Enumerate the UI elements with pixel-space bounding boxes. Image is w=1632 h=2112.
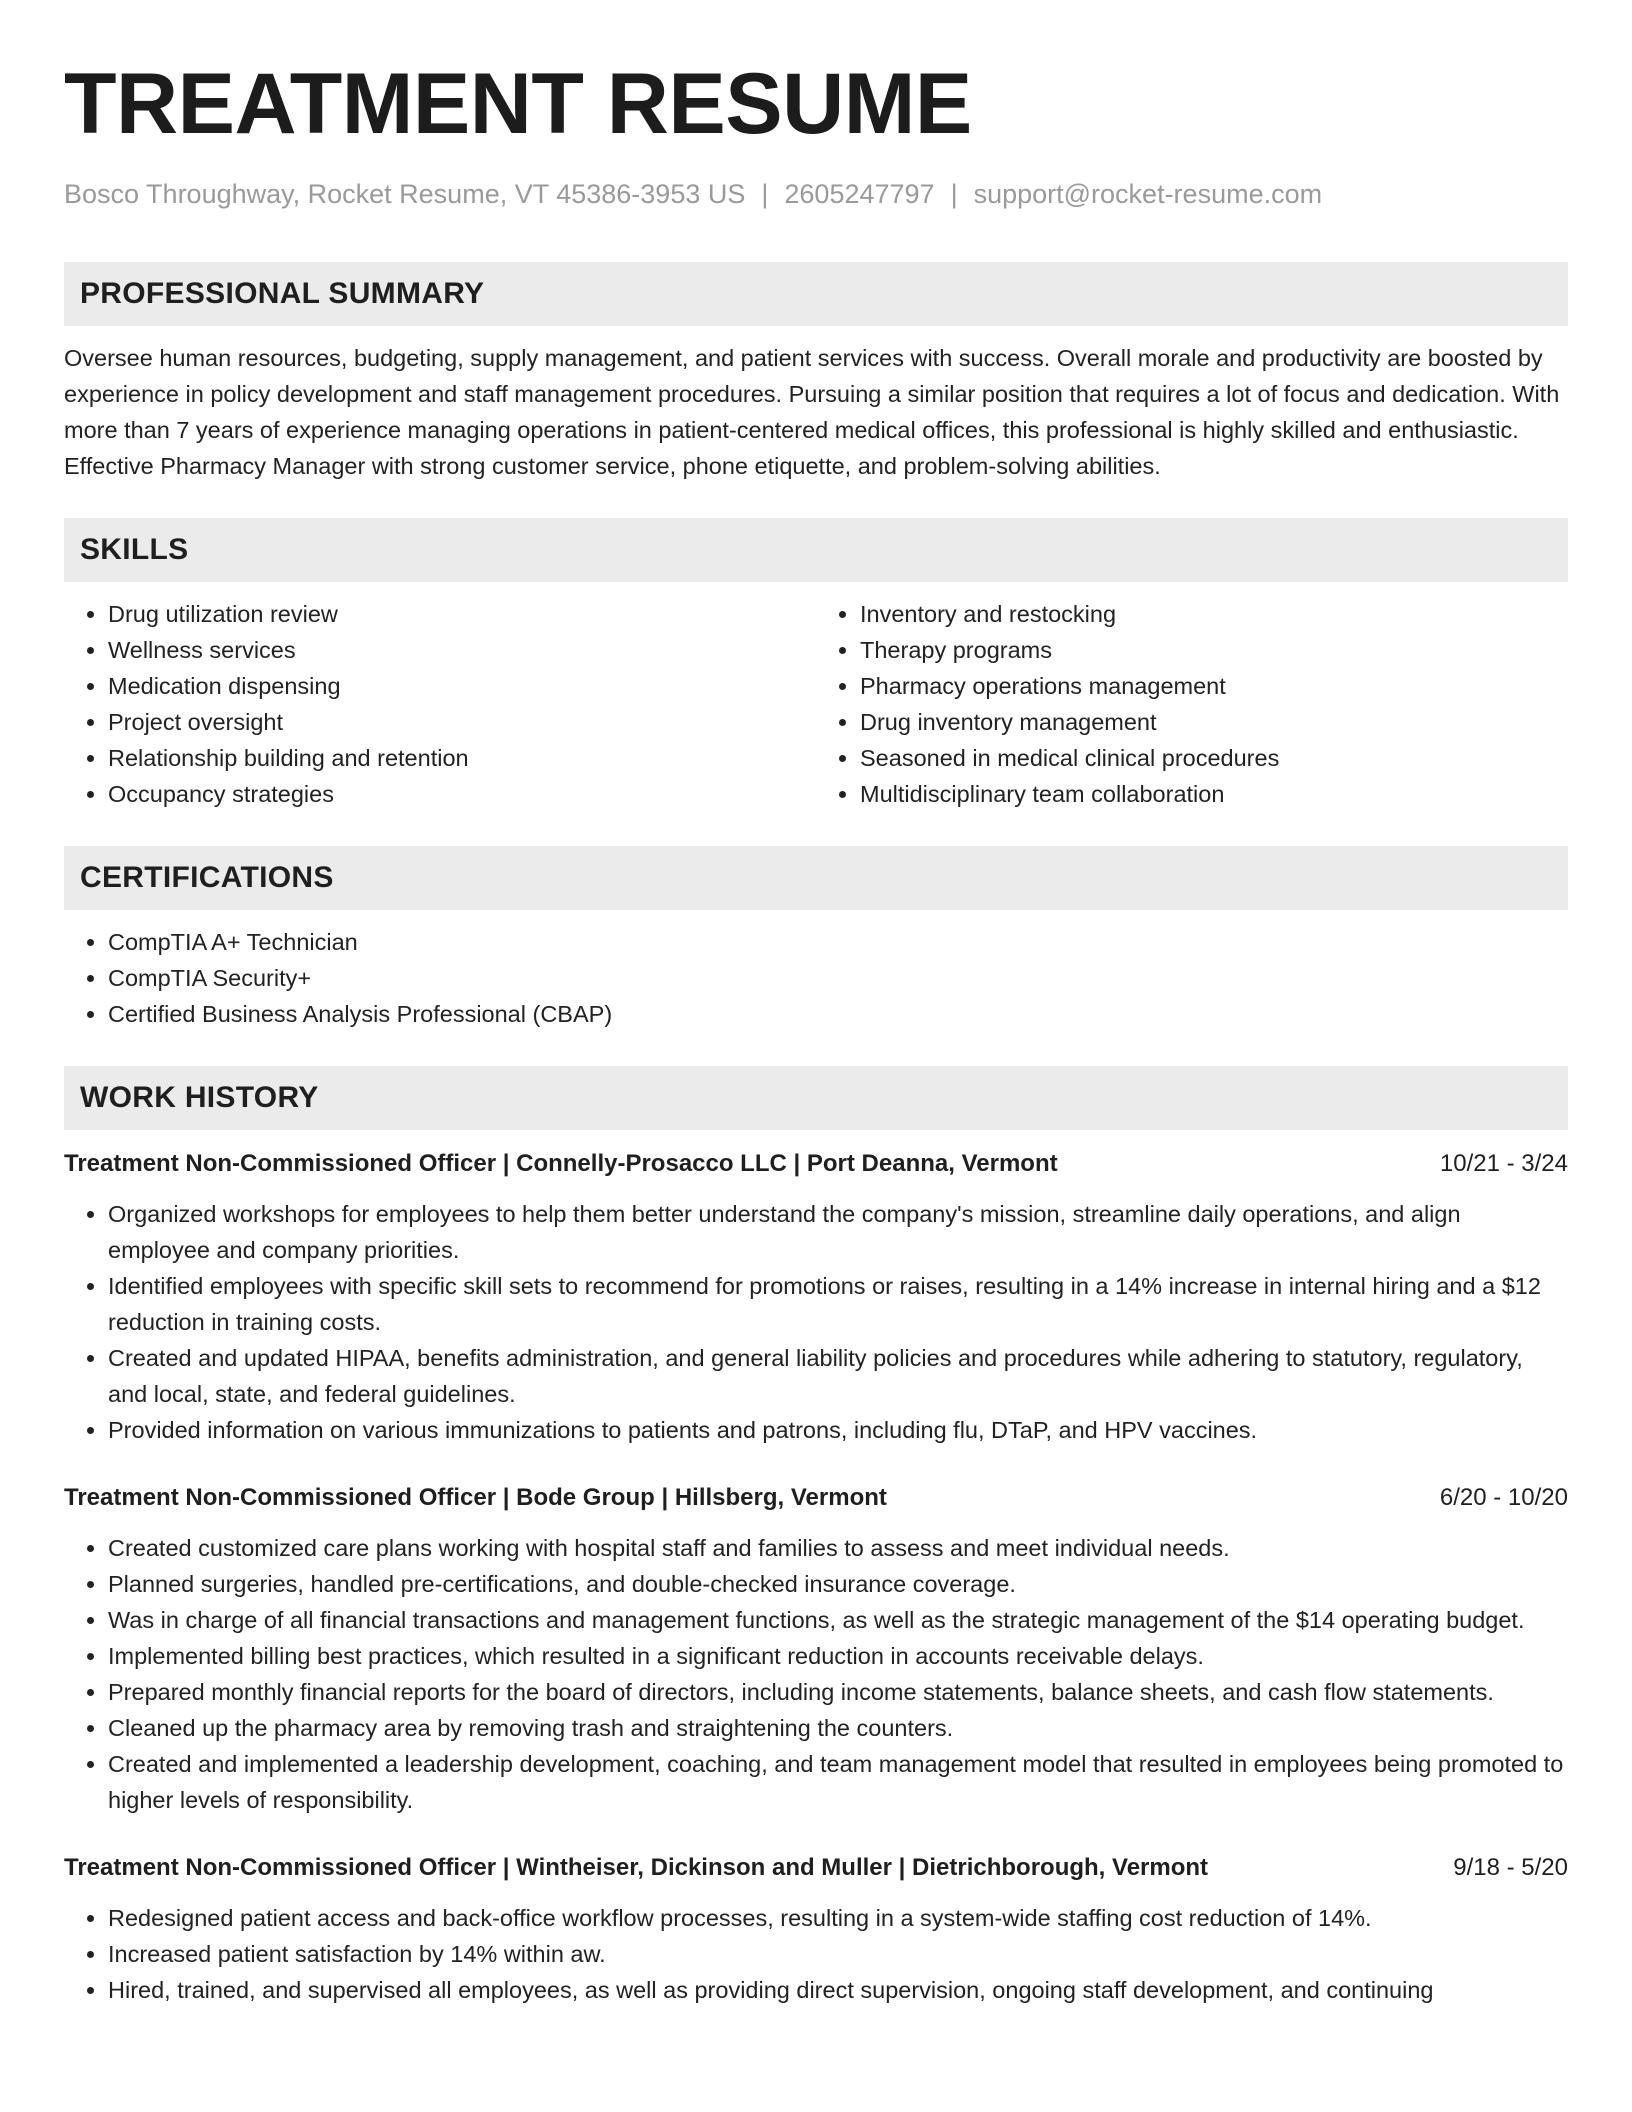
certification-item: • CompTIA A+ Technician [108, 924, 1568, 960]
certifications-list [64, 924, 1568, 1032]
skills-list [64, 582, 1568, 812]
job-bullet: • Cleaned up the pharmacy area by removing trash and straightening the counters. [108, 1710, 1568, 1746]
section-header-skills: SKILLS [64, 518, 1568, 582]
job-heading [64, 1850, 1568, 1886]
skill-item: • Drug utilization review [108, 596, 816, 632]
skill-item: • Multidisciplinary team collaboration [860, 776, 1568, 812]
resume-name: TREATMENT RESUME [64, 56, 972, 152]
job-bullets [64, 1900, 1568, 2008]
job-bullet: • Implemented billing best practices, which resulted in a significant reduction in accounts receivable delays. [108, 1638, 1568, 1674]
certification-item: • CompTIA Security+ [108, 960, 1568, 996]
contact-line [64, 176, 1568, 212]
job-bullet: • Provided information on various immunizations to patients and patrons, including flu, DTaP, and HPV vaccines. [108, 1412, 1568, 1448]
section-header-work-history: WORK HISTORY [64, 1066, 1568, 1130]
job-dates: 9/18 - 5/20 [1453, 1854, 1568, 1881]
job-bullet: • Prepared monthly financial reports for the board of directors, including income statements, balance sheets, and cash flow statements. [108, 1674, 1568, 1710]
job-dates: 10/21 - 3/24 [1439, 1150, 1568, 1177]
skill-item: • Medication dispensing [108, 668, 816, 704]
job-title: Treatment Non-Commissioned Officer | Connelly-Prosacco LLC | Port Deanna, Vermont [64, 1150, 1058, 1177]
skill-item: • Therapy programs [860, 632, 1568, 668]
job-bullet: • Was in charge of all financial transactions and management functions, as well as the strategic management of the $14 operating budget. [108, 1602, 1568, 1638]
job-entry [64, 1480, 1568, 1818]
skills-column-right [816, 596, 1568, 812]
job-bullet: • Increased patient satisfaction by 14% within aw. [108, 1936, 1568, 1972]
job-bullets [64, 1196, 1568, 1448]
job-bullet: • Created and implemented a leadership development, coaching, and team management model that resulted in employees being promoted to higher levels of responsibility. [108, 1746, 1568, 1818]
section-header-summary: PROFESSIONAL SUMMARY [64, 262, 1568, 326]
skill-item: • Drug inventory management [860, 704, 1568, 740]
section-header-certifications: CERTIFICATIONS [64, 846, 1568, 910]
job-bullet: • Created customized care plans working with hospital staff and families to assess and meet individual needs. [108, 1530, 1568, 1566]
job-bullet: • Planned surgeries, handled pre-certifications, and double-checked insurance coverage. [108, 1566, 1568, 1602]
skill-item: • Inventory and restocking [860, 596, 1568, 632]
skill-item: • Seasoned in medical clinical procedures [860, 740, 1568, 776]
job-heading [64, 1480, 1568, 1516]
contact-separator: | [761, 179, 769, 209]
job-entry [64, 1146, 1568, 1448]
job-dates: 6/20 - 10/20 [1439, 1484, 1568, 1511]
job-bullet: • Hired, trained, and supervised all employees, as well as providing direct supervision, ongoing staff development, and continuing [108, 1972, 1568, 2008]
job-bullets [64, 1530, 1568, 1818]
certification-item: • Certified Business Analysis Professional (CBAP) [108, 996, 1568, 1032]
skills-column-left [64, 596, 816, 812]
job-bullet: • Redesigned patient access and back-office workflow processes, resulting in a system-wide staffing cost reduction of 14%. [108, 1900, 1568, 1936]
job-bullet: • Created and updated HIPAA, benefits administration, and general liability policies and procedures while adhering to statutory, regulatory, and local, state, and federal guidelines. [108, 1340, 1568, 1412]
job-entry [64, 1850, 1568, 2008]
job-title: Treatment Non-Commissioned Officer | Bode Group | Hillsberg, Vermont [64, 1484, 887, 1511]
job-bullet: • Identified employees with specific skill sets to recommend for promotions or raises, resulting in a 14% increase in internal hiring and a $12 reduction in training costs. [108, 1268, 1568, 1340]
contact-phone: 2605247797 [784, 179, 935, 209]
skill-item: • Occupancy strategies [108, 776, 816, 812]
skill-item: • Pharmacy operations management [860, 668, 1568, 704]
job-heading [64, 1146, 1568, 1182]
contact-address: Bosco Throughway, Rocket Resume, VT 45386-3953 US [64, 179, 746, 209]
job-title: Treatment Non-Commissioned Officer | Wintheiser, Dickinson and Muller | Dietrichborough, Vermont [64, 1854, 1209, 1881]
skill-item: • Project oversight [108, 704, 816, 740]
skill-item: • Wellness services [108, 632, 816, 668]
summary-text: Oversee human resources, budgeting, supply management, and patient services with success. Overall morale and productivity are boosted by experience in policy development and staff management procedures. Pursuing a similar position that requires a lot of focus and dedication. With more than 7 years of experience managing operations in patient-centered medical offices, this professional is highly skilled and enthusiastic. Effective Pharmacy Manager with strong customer service, phone etiquette, and problem-solving abilities. [64, 345, 1560, 479]
contact-email: support@rocket-resume.com [973, 179, 1323, 209]
skill-item: • Relationship building and retention [108, 740, 816, 776]
contact-separator: | [950, 179, 958, 209]
job-bullet: • Organized workshops for employees to help them better understand the company's mission, streamline daily operations, and align employee and company priorities. [108, 1196, 1568, 1268]
